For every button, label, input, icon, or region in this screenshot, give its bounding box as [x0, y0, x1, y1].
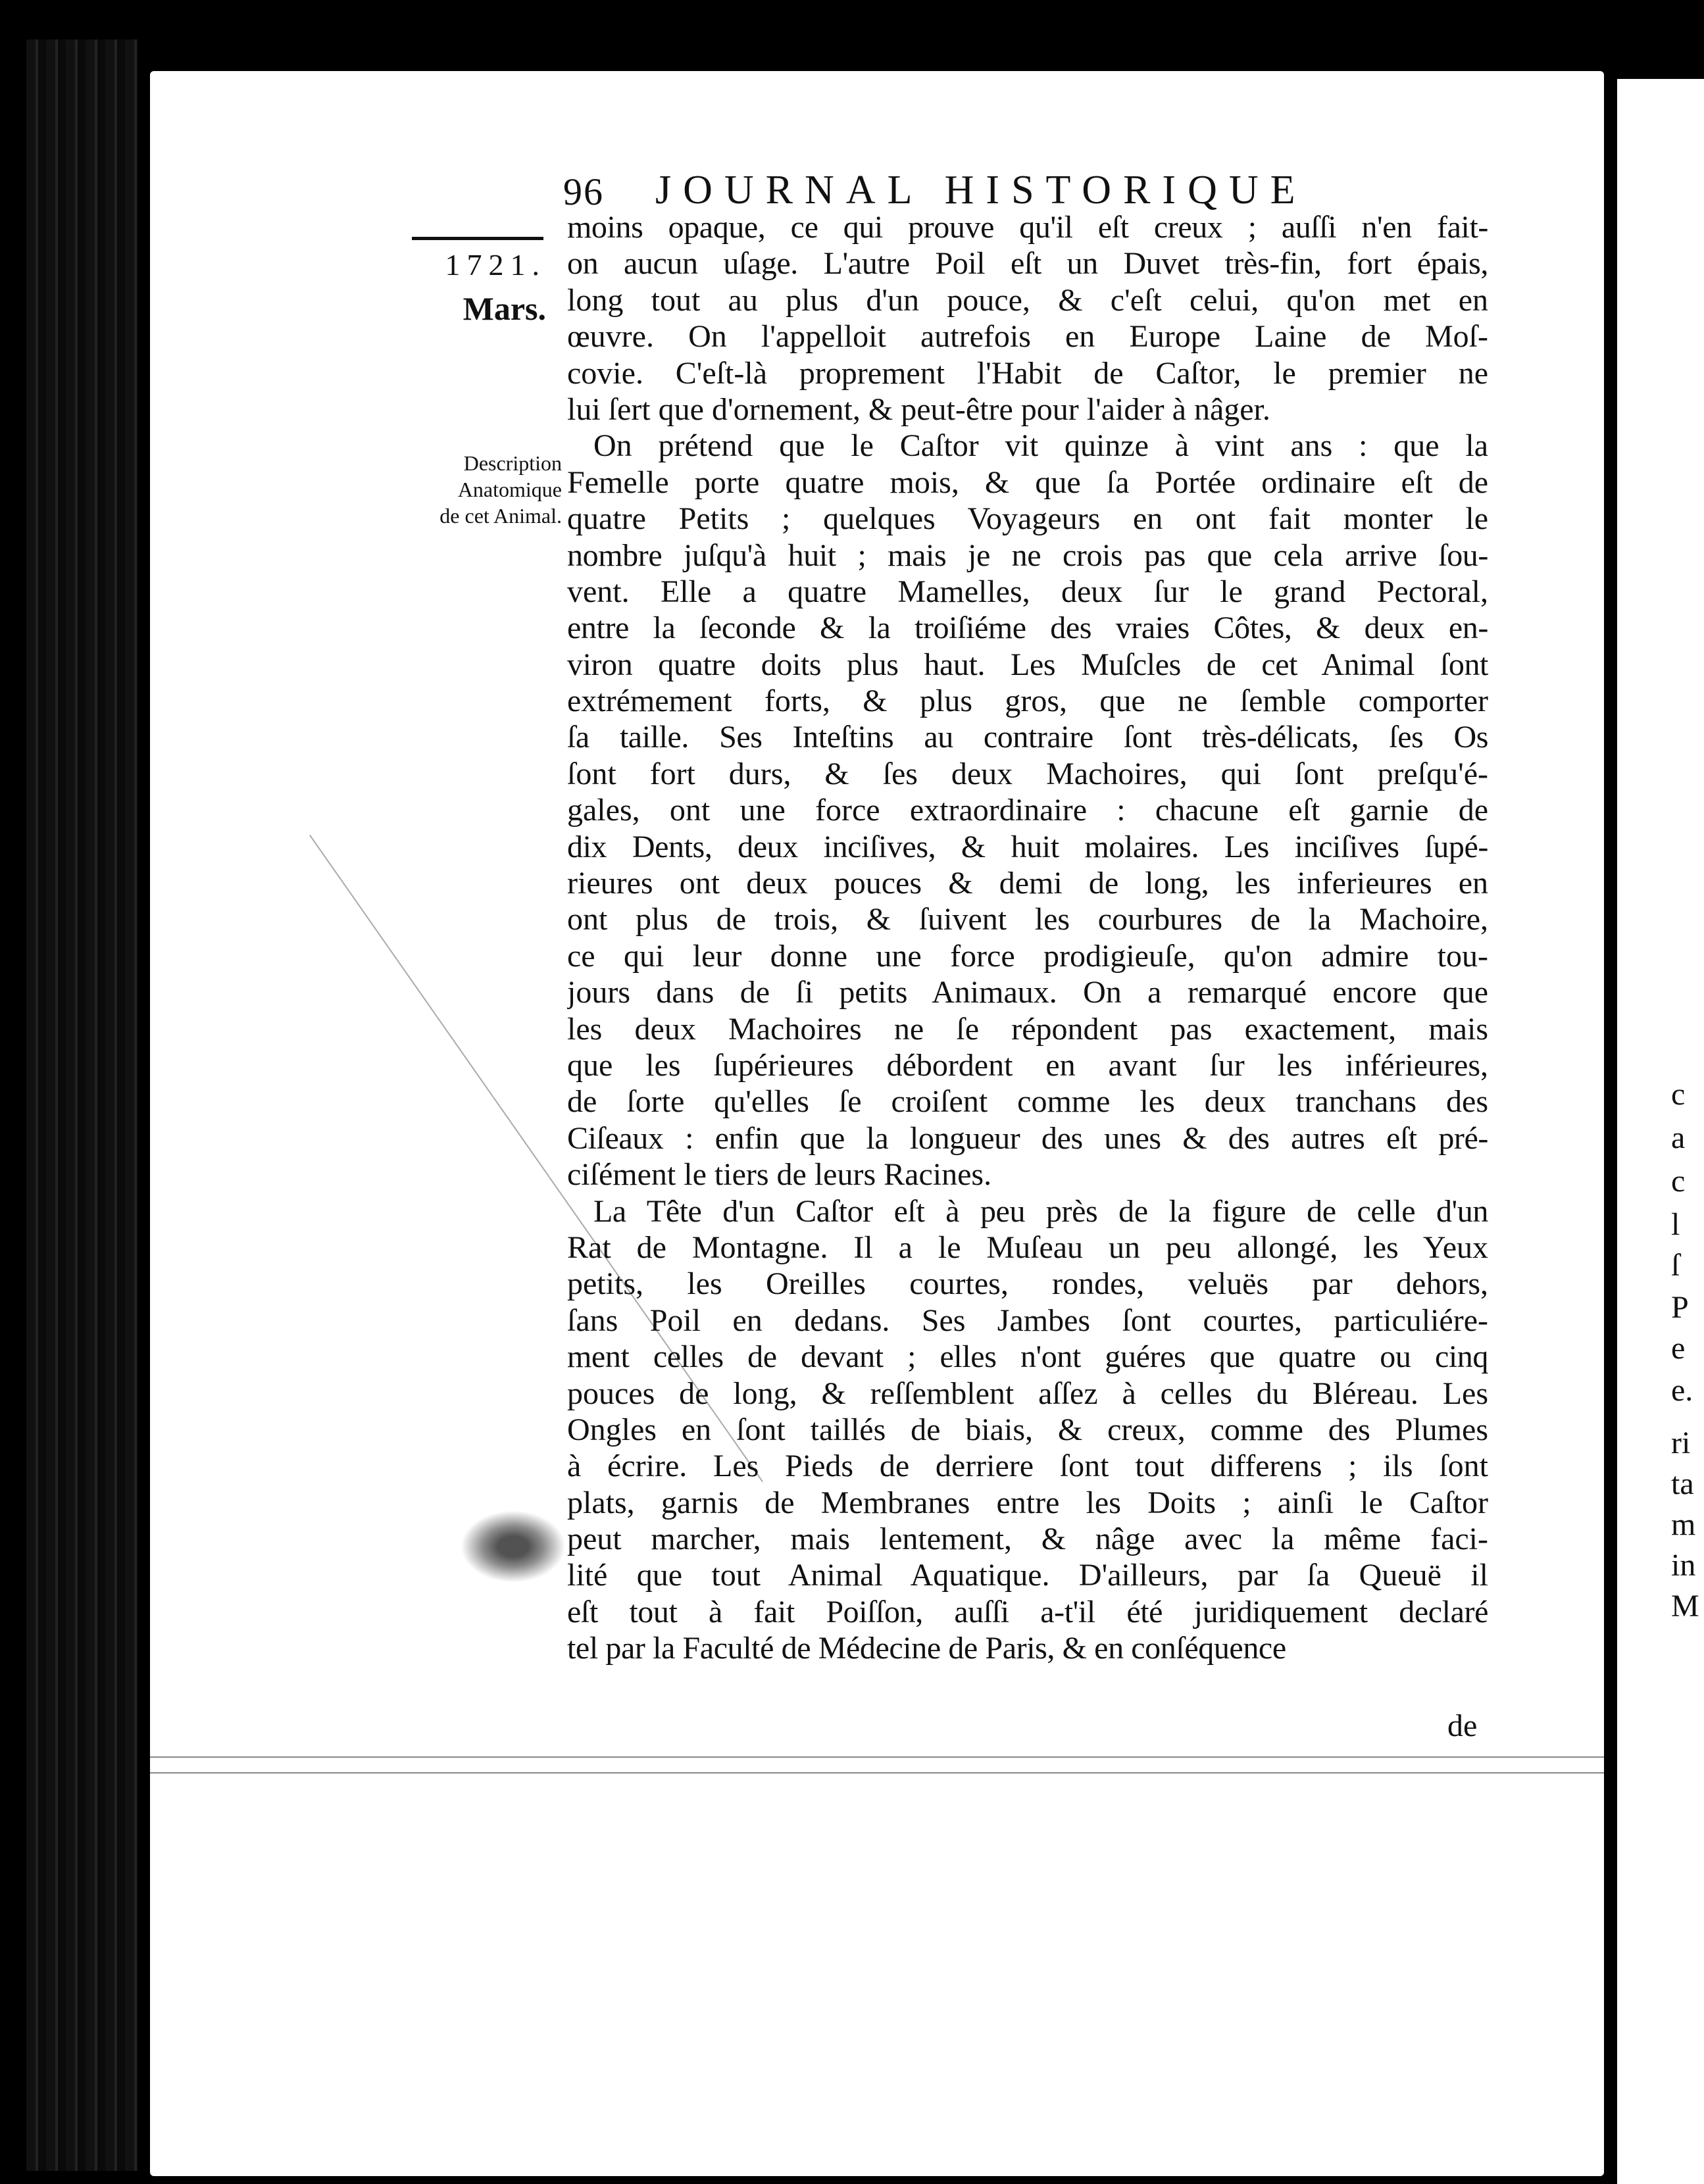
catchword: de [1447, 1708, 1478, 1743]
text-line: entre la ſeconde & la troiſiéme des vraies Côtes, & deux en- [567, 610, 1488, 646]
text-line: à écrire. Les Pieds de derriere ſont tout differens ; ils ſont [567, 1449, 1488, 1484]
text-line: ont plus de trois, & ſuivent les courbures de la Machoire, [567, 902, 1488, 937]
text-line: de ſorte qu'elles ſe croiſent comme les deux tranchans des [567, 1084, 1488, 1120]
text-line: long tout au plus d'un pouce, & c'eſt celui, qu'on met en [567, 282, 1488, 318]
text-line: plats, garnis de Membranes entre les Doits ; ainſi le Caſtor [567, 1485, 1488, 1520]
text-line: rieures ont deux pouces & demi de long, les inferieures en [567, 866, 1488, 901]
side-note-line: Anatomique [457, 478, 562, 501]
text-line: vent. Elle a quatre Mamelles, deux ſur le grand Pectoral, [567, 574, 1488, 609]
text-line: viron quatre doits plus haut. Les Muſcles de cet Animal ſont [567, 647, 1488, 682]
text-line: peut marcher, mais lentement, & nâge avec la même faci- [567, 1522, 1488, 1557]
book-binding [26, 39, 138, 2171]
text-line: lité que tout Animal Aquatique. D'ailleurs, par ſa Queuë il [567, 1558, 1488, 1593]
bottom-rule [150, 1756, 1604, 1758]
side-note-line: de cet Animal. [439, 504, 562, 528]
text-line: gales, ont une force extraordinaire : chacune eſt garnie de [567, 793, 1488, 828]
text-line: On prétend que le Caſtor vit quinze à vint ans : que la [593, 428, 1488, 464]
text-line: ciſément le tiers de leurs Racines. [567, 1157, 992, 1193]
text-line: les deux Machoires ne ſe répondent pas exactement, mais [567, 1011, 1488, 1047]
text-line: quatre Petits ; quelques Voyageurs en ont fait monter le [567, 501, 1488, 537]
text-line: petits, les Oreilles courtes, rondes, veluës par dehors, [567, 1266, 1488, 1302]
text-line: jours dans de ſi petits Animaux. On a remarqué encore que [567, 975, 1488, 1010]
side-note-line: Description [463, 451, 562, 475]
text-line: eſt tout à fait Poiſſon, auſſi a-t'il été juridiquement declaré [567, 1594, 1488, 1629]
text-line: œuvre. On l'appelloit autrefois en Europe Laine de Moſ- [567, 319, 1488, 355]
text-line: ſont fort durs, & ſes deux Machoires, qui ſont preſqu'é- [567, 756, 1488, 791]
text-line: pouces de long, & reſſemblent aſſez à celles du Bléreau. Les [567, 1376, 1488, 1411]
bottom-rule [150, 1772, 1604, 1774]
text-line: tel par la Faculté de Médecine de Paris, & en conſéquence [567, 1631, 1286, 1666]
text-line: Femelle porte quatre mois, & que ſa Portée ordinaire eſt de [567, 464, 1488, 500]
text-line: ce qui leur donne une force prodigieuſe, qu'on admire tou- [567, 938, 1488, 974]
margin-rule [412, 237, 543, 240]
ink-smudge [461, 1510, 566, 1583]
text-line: Ongles en ſont taillés de biais, & creux, comme des Plumes [567, 1412, 1488, 1447]
text-line: nombre juſqu'à huit ; mais je ne crois pas que cela arrive ſou- [567, 537, 1488, 573]
margin-side-note [395, 450, 562, 529]
facing-page-fragment: M [1671, 1591, 1699, 1622]
facing-page-fragment: c [1671, 1166, 1686, 1197]
text-line: covie. C'eſt-là proprement l'Habit de Caſtor, le premier ne [567, 355, 1488, 391]
text-line: La Tête d'un Caſtor eſt à peu près de la figure de celle d'un [593, 1193, 1488, 1229]
facing-page-fragment: l [1671, 1209, 1680, 1241]
text-line: ſa taille. Ses Inteſtins au contraire ſont très-délicats, ſes Os [567, 720, 1488, 755]
facing-page-fragment: m [1671, 1509, 1696, 1541]
margin-year: 1721. [445, 248, 546, 282]
text-line: dix Dents, deux inciſives, & huit molaires. Les inciſives ſupé- [567, 829, 1488, 864]
text-line: Ciſeaux : enfin que la longueur des unes & des autres eſt pré- [567, 1120, 1488, 1156]
facing-page-fragment: ta [1671, 1468, 1694, 1500]
text-line: ſans Poil en dedans. Ses Jambes ſont courtes, particuliére- [567, 1303, 1488, 1338]
page-number: 96 [563, 170, 604, 213]
facing-page-fragment: a [1671, 1122, 1686, 1154]
body-text [567, 209, 1488, 1667]
text-line: moins opaque, ce qui prouve qu'il eſt creux ; auſſi n'en fait- [567, 210, 1488, 245]
text-line: que les ſupérieures débordent en avant ſur les inférieures, [567, 1047, 1488, 1083]
text-line: ment celles de devant ; elles n'ont guéres que quatre ou cinq [567, 1339, 1488, 1375]
page-header [563, 163, 1392, 216]
facing-page-fragment: e [1671, 1333, 1686, 1364]
running-title: JOURNAL HISTORIQUE [655, 168, 1307, 212]
facing-page-fragment: in [1671, 1550, 1696, 1581]
facing-page-fragment: e. [1671, 1375, 1693, 1406]
facing-page-fragment: c [1671, 1079, 1686, 1110]
page-gutter [1604, 79, 1617, 2184]
text-line: lui ſert que d'ornement, & peut-être pour l'aider à nâger. [567, 391, 1270, 427]
facing-page-fragment: P [1671, 1292, 1689, 1324]
text-line: extrémement forts, & plus gros, que ne ſemble comporter [567, 683, 1488, 719]
text-line: Rat de Montagne. Il a le Muſeau un peu allongé, les Yeux [567, 1229, 1488, 1265]
facing-page-fragment: ſ [1671, 1250, 1680, 1281]
margin-month: Mars. [463, 290, 546, 327]
text-line: on aucun uſage. L'autre Poil eſt un Duvet très-fin, fort épais, [567, 246, 1488, 282]
facing-page-fragment: ri [1671, 1427, 1691, 1459]
